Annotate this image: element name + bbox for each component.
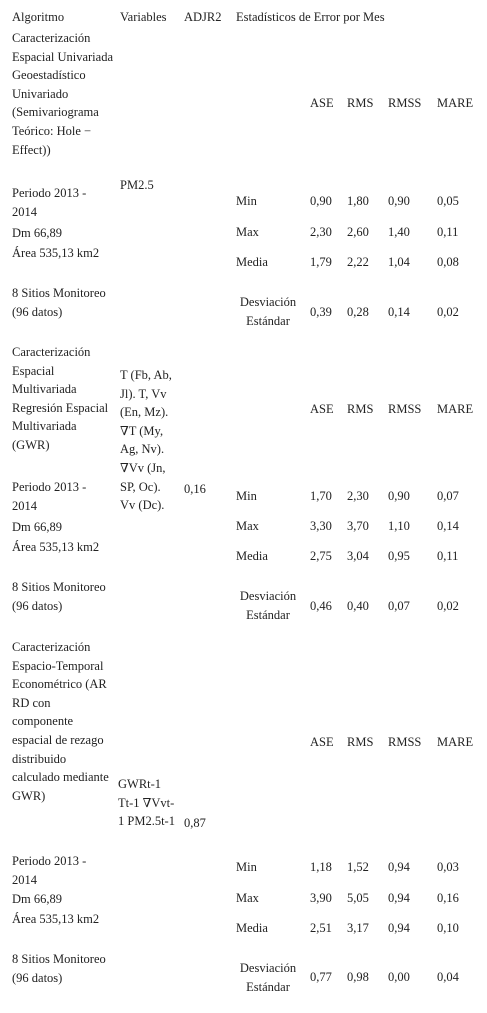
block-3-row-desviacion-label: Desviación Estándar — [239, 961, 297, 994]
block-3-row-desviacion-mare: 0,04 — [437, 970, 459, 984]
block-2-row-media-mare: 0,11 — [437, 549, 459, 563]
block-3-col-mare: MARE — [437, 735, 474, 749]
block-3-algoritmo: Caracterización Espacio-Temporal Econométrico (AR RD con componente espacial de rezago distribuido calculado mediante GWR) — [12, 640, 109, 803]
block-3-row-media-mare: 0,10 — [437, 921, 459, 935]
block-2-col-mare: MARE — [437, 402, 474, 416]
block-2-sitios: 8 Sitios Monitoreo (96 datos) — [12, 580, 106, 613]
block-3-adjr2: 0,87 — [184, 816, 206, 830]
block-2-row-media-label: Media — [236, 549, 268, 563]
block-1-periodo: Periodo 2013 - 2014 — [12, 186, 87, 219]
block-1-row-media-rms: 2,22 — [347, 255, 369, 269]
block-1-row-min-mare: 0,05 — [437, 194, 459, 208]
block-2-row-media-ase: 2,75 — [310, 549, 332, 563]
block-1-row-media-ase: 1,79 — [310, 255, 332, 269]
block-1-row-min-ase: 0,90 — [310, 194, 332, 208]
block-1-col-ase: ASE — [310, 96, 334, 110]
block-1-row-min-rmss: 0,90 — [388, 194, 410, 208]
block-1-col-rms: RMS — [347, 96, 374, 110]
block-3-row-media-rms: 3,17 — [347, 921, 369, 935]
block-3-col-rms: RMS — [347, 735, 374, 749]
block-2-row-min-mare: 0,07 — [437, 489, 459, 503]
block-1-row-max-mare: 0,11 — [437, 225, 459, 239]
block-3-row-min-ase: 1,18 — [310, 860, 332, 874]
block-3-row-media-ase: 2,51 — [310, 921, 332, 935]
block-2-row-desviacion-label: Desviación Estándar — [239, 589, 297, 622]
block-2-row-desviacion-rms: 0,40 — [347, 599, 369, 613]
block-3-row-media-label: Media — [236, 921, 268, 935]
block-3-area: Área 535,13 km2 — [12, 912, 100, 926]
block-2-row-desviacion-mare: 0,02 — [437, 599, 459, 613]
block-2-col-rmss: RMSS — [388, 402, 422, 416]
block-3-row-min-mare: 0,03 — [437, 860, 459, 874]
block-3-row-min-label: Min — [236, 860, 257, 874]
header-algoritmo: Algoritmo — [12, 10, 65, 24]
block-2-row-desviacion-rmss: 0,07 — [388, 599, 410, 613]
block-1-dm: Dm 66,89 — [12, 226, 62, 240]
block-1-sitios: 8 Sitios Monitoreo (96 datos) — [12, 286, 106, 319]
block-2-row-media-rmss: 0,95 — [388, 549, 410, 563]
block-2-row-desviacion-ase: 0,46 — [310, 599, 332, 613]
block-1-variables: PM2.5 — [120, 178, 154, 192]
block-2-row-max-rmss: 1,10 — [388, 519, 410, 533]
block-1-row-desviacion-rmss: 0,14 — [388, 305, 410, 319]
block-3-row-max-ase: 3,90 — [310, 891, 332, 905]
block-1-row-desviacion-label: Desviación Estándar — [239, 295, 297, 328]
block-2-variables: T (Fb, Ab, Jl). T, Vv (En, Mz). ∇T (My, Ag, Nv). ∇Vv (Jn, SP, Oc). Vv (Dc). — [120, 368, 172, 513]
block-1-row-min-rms: 1,80 — [347, 194, 369, 208]
block-2-col-rms: RMS — [347, 402, 374, 416]
block-1-row-max-rms: 2,60 — [347, 225, 369, 239]
block-1-algoritmo: Caracterización Espacial Univariada Geoestadístico Univariado (Semivariograma Teórico: Hole − Effect)) — [12, 31, 113, 157]
block-3-periodo: Periodo 2013 - 2014 — [12, 854, 87, 887]
block-3-variables: GWRt-1 Tt-1 ∇Vvt-1 PM2.5t-1 — [118, 777, 175, 829]
block-2-algoritmo: Caracterización Espacial Multivariada Regresión Espacial Multivariada (GWR) — [12, 345, 109, 452]
block-3-row-max-label: Max — [236, 891, 259, 905]
block-1-row-max-rmss: 1,40 — [388, 225, 410, 239]
block-3-dm: Dm 66,89 — [12, 892, 62, 906]
block-2-row-min-rms: 2,30 — [347, 489, 369, 503]
block-3-row-desviacion-rms: 0,98 — [347, 970, 369, 984]
block-3-sitios: 8 Sitios Monitoreo (96 datos) — [12, 952, 106, 985]
block-1-row-desviacion-rms: 0,28 — [347, 305, 369, 319]
header-variables: Variables — [120, 10, 167, 24]
block-1-col-mare: MARE — [437, 96, 474, 110]
header-adjr2: ADJR2 — [184, 10, 222, 24]
block-2-row-min-rmss: 0,90 — [388, 489, 410, 503]
block-2-row-max-mare: 0,14 — [437, 519, 459, 533]
block-2-adjr2: 0,16 — [184, 482, 206, 496]
block-3-row-max-mare: 0,16 — [437, 891, 459, 905]
block-2-periodo: Periodo 2013 - 2014 — [12, 480, 87, 513]
block-1-area: Área 535,13 km2 — [12, 246, 100, 260]
block-3-row-min-rms: 1,52 — [347, 860, 369, 874]
block-1-row-max-ase: 2,30 — [310, 225, 332, 239]
block-2-row-min-label: Min — [236, 489, 257, 503]
block-1-row-desviacion-ase: 0,39 — [310, 305, 332, 319]
block-2-dm: Dm 66,89 — [12, 520, 62, 534]
block-2-row-max-label: Max — [236, 519, 259, 533]
block-1-row-media-label: Media — [236, 255, 268, 269]
block-1-col-rmss: RMSS — [388, 96, 422, 110]
block-1-row-max-label: Max — [236, 225, 259, 239]
block-3-row-desviacion-rmss: 0,00 — [388, 970, 410, 984]
block-3-col-rmss: RMSS — [388, 735, 422, 749]
block-1-row-media-mare: 0,08 — [437, 255, 459, 269]
block-2-row-media-rms: 3,04 — [347, 549, 369, 563]
block-3-row-desviacion-ase: 0,77 — [310, 970, 332, 984]
block-2-area: Área 535,13 km2 — [12, 540, 100, 554]
block-3-row-max-rms: 5,05 — [347, 891, 369, 905]
block-2-row-max-rms: 3,70 — [347, 519, 369, 533]
block-3-col-ase: ASE — [310, 735, 334, 749]
block-3-row-min-rmss: 0,94 — [388, 860, 410, 874]
header-estadisticos: Estadísticos de Error por Mes — [236, 10, 385, 24]
block-2-row-min-ase: 1,70 — [310, 489, 332, 503]
block-2-col-ase: ASE — [310, 402, 334, 416]
block-3-row-media-rmss: 0,94 — [388, 921, 410, 935]
block-1-row-media-rmss: 1,04 — [388, 255, 410, 269]
block-1-row-min-label: Min — [236, 194, 257, 208]
block-3-row-max-rmss: 0,94 — [388, 891, 410, 905]
block-2-row-max-ase: 3,30 — [310, 519, 332, 533]
block-1-row-desviacion-mare: 0,02 — [437, 305, 459, 319]
